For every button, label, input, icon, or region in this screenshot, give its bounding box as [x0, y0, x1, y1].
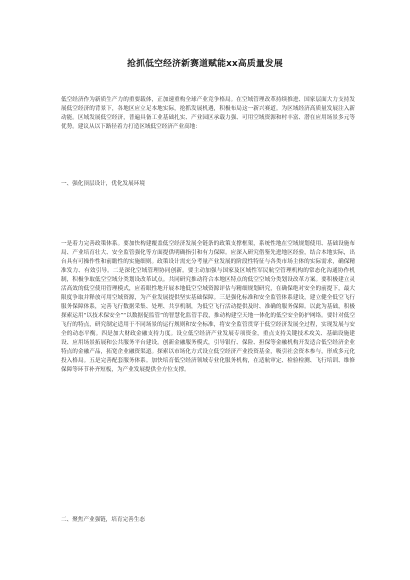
section-1-body: 一是着力完善政策体系。要加快构建覆盖低空经济发展全链条的政策支撑框架，系统性地在空域规划使用、基础设施布局、产业培育壮大、安全监管强化等方面提供明确指引和有力保障。应深入研究借鉴先进地区经验，结合本地实际，出台具有可操作性和前瞻性的实施细则。政策设计需充分考量产业发展的阶段性特征与各类市场主体的实际需求，确保精准发力、有效引导。二是深化空域管理协同创新。要主动加强与国家及区域性军民航空管理机构的常态化沟通协作机制，积极争取低空空域分类划设改革试点。共同研究推动符合本地区特点的低空空域分类划设改革方案。要积极建立灵活高效的低空使用管理模式，应着眼性地开展本地低空空域资源评估与精细规划研究，在确保绝对安全的前提下，最大限度争取并释放可用空域资源，为产业发展提供坚实基础保障。三是强化标准和安全监管体系建设，建立健全低空飞行服务保障体系，完善飞行数据采集、处理、共享机制，为低空飞行活动提供及时、准确的服务保障。以此为基础，积极探索运用“以技术保安全”“以数据促监管”的智慧化监管手段，推动构建空天地一体化的低空安全防护网络。要针对低空飞行的特点，研究制定适用于不同场景的运行规则和安全标准，将安全监管贯穿于低空经济发展全过程，实现发展与安全的动态平衡。四是加大财政金融支持力度。设立低空经济产业发展专项资金，重点支持关键技术攻关、基础设施建设、应用场景拓展和公共服务平台建设。创新金融服务模式，引导银行、保险、担保等金融机构开发适合低空经济企业特点的金融产品，拓宽企业融资渠道。探索以市场化方式设立低空经济产业投资基金，吸引社会资本参与，形成多元化投入格局。五是完善配套服务体系。加快培育低空经济领域专业化服务机构，在适航审定、检验检测、飞行培训、维修保障等环节补齐短板，为产业发展提供全方位支撑。 — [61, 241, 355, 373]
intro-paragraph: 低空经济作为新质生产力的重要载体，正加速重构全球产业竞争格局。在空域管理改革持续推进、国家层面大力支持发展低空经济的背景下，各地区应立足本地实际，抢抓发展机遇，积极布局这一新兴赛道。为区域经济高质量发展注入新动能。区域发展低空经济，普遍具备工业基础扎实、产业园区承载力强、可用空域资源和村丰富、潜在应用场景多元等优势。建议从以下路径着力打造区域低空经济产业高地： — [61, 97, 355, 130]
section-2-heading: 二、聚焦产业强链，培育完善生态 — [61, 517, 145, 523]
document-title: 抢抓低空经济新赛道赋能xx高质量发展 — [127, 59, 283, 69]
section-1-heading: 一、强化顶层设计，优化发展环境 — [61, 181, 145, 187]
